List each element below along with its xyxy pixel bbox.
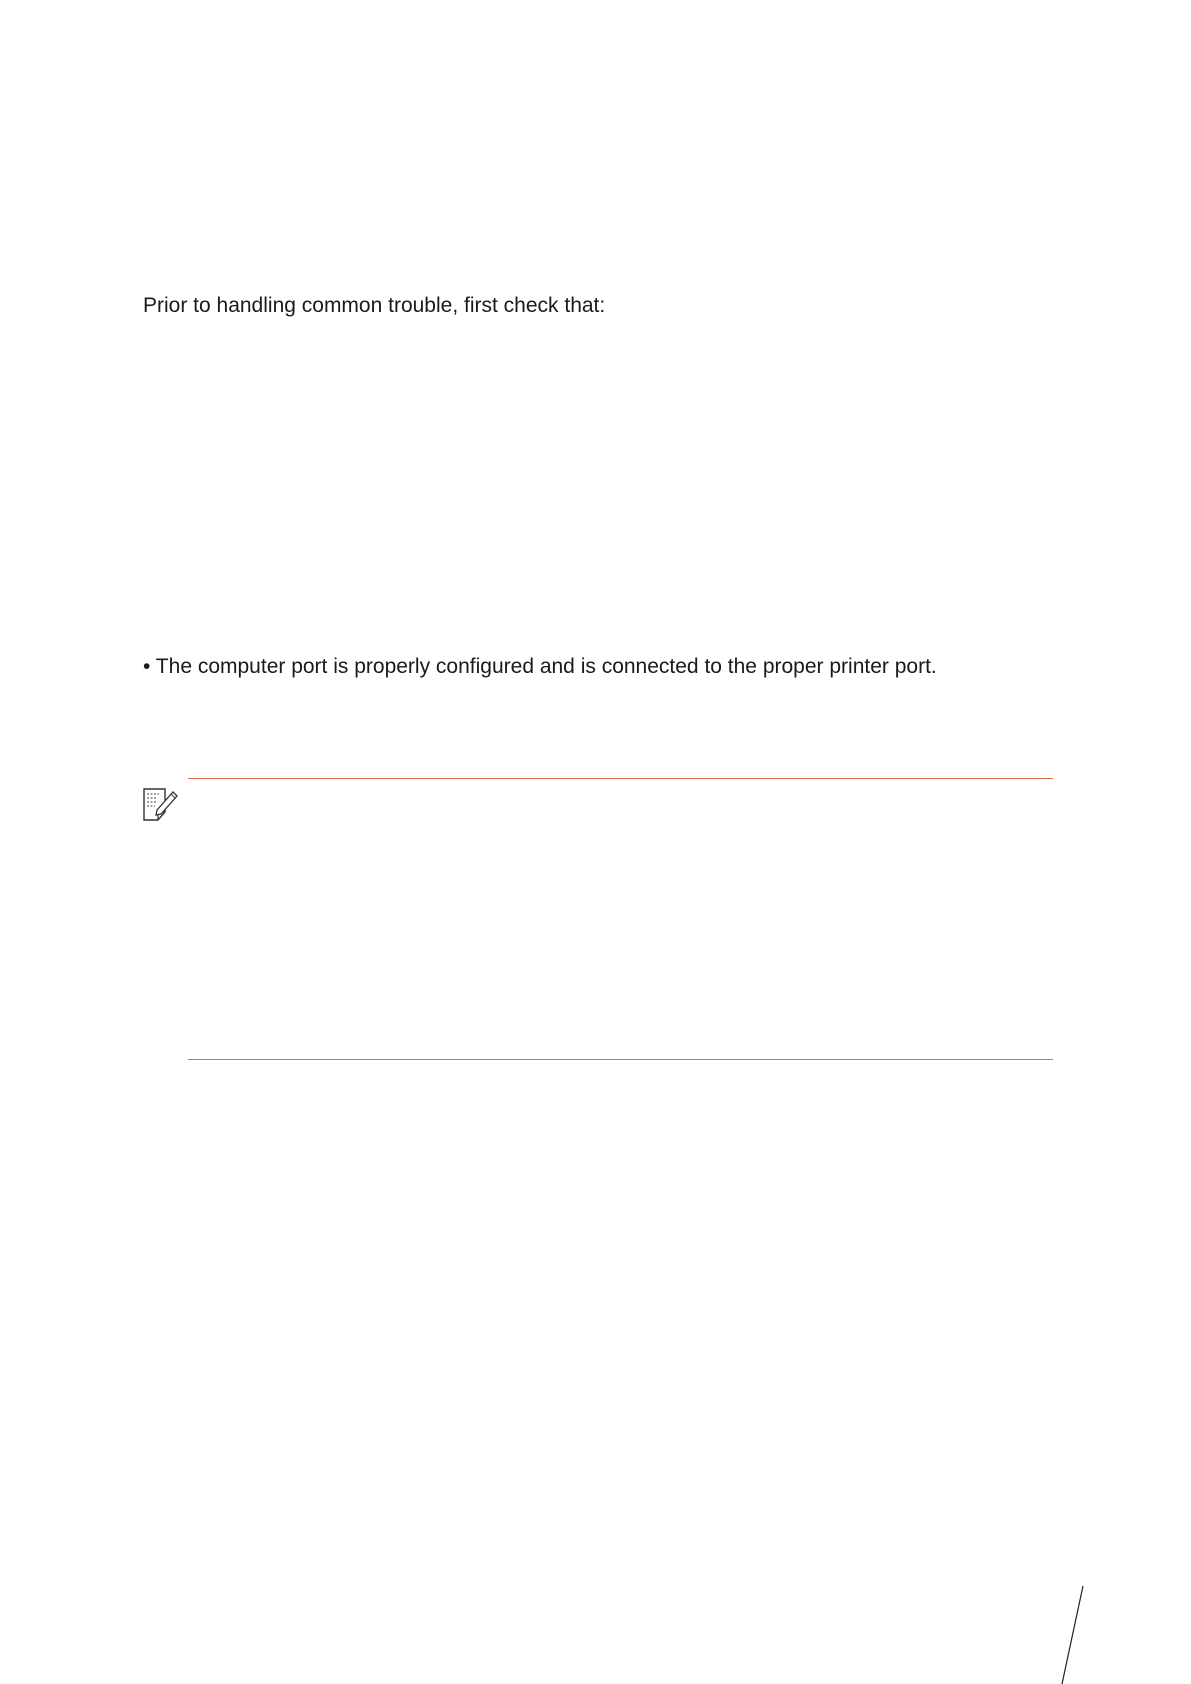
note-pencil-icon — [143, 788, 179, 822]
note-bottom-rule — [188, 1059, 1053, 1060]
intro-text: Prior to handling common trouble, first check that: — [143, 294, 606, 317]
note-box — [188, 778, 1053, 1060]
note-top-rule — [188, 778, 1053, 779]
bullet-item: • The computer port is properly configured and is connected to the proper printer port. — [143, 655, 937, 678]
corner-slash-mark — [1060, 1584, 1084, 1684]
